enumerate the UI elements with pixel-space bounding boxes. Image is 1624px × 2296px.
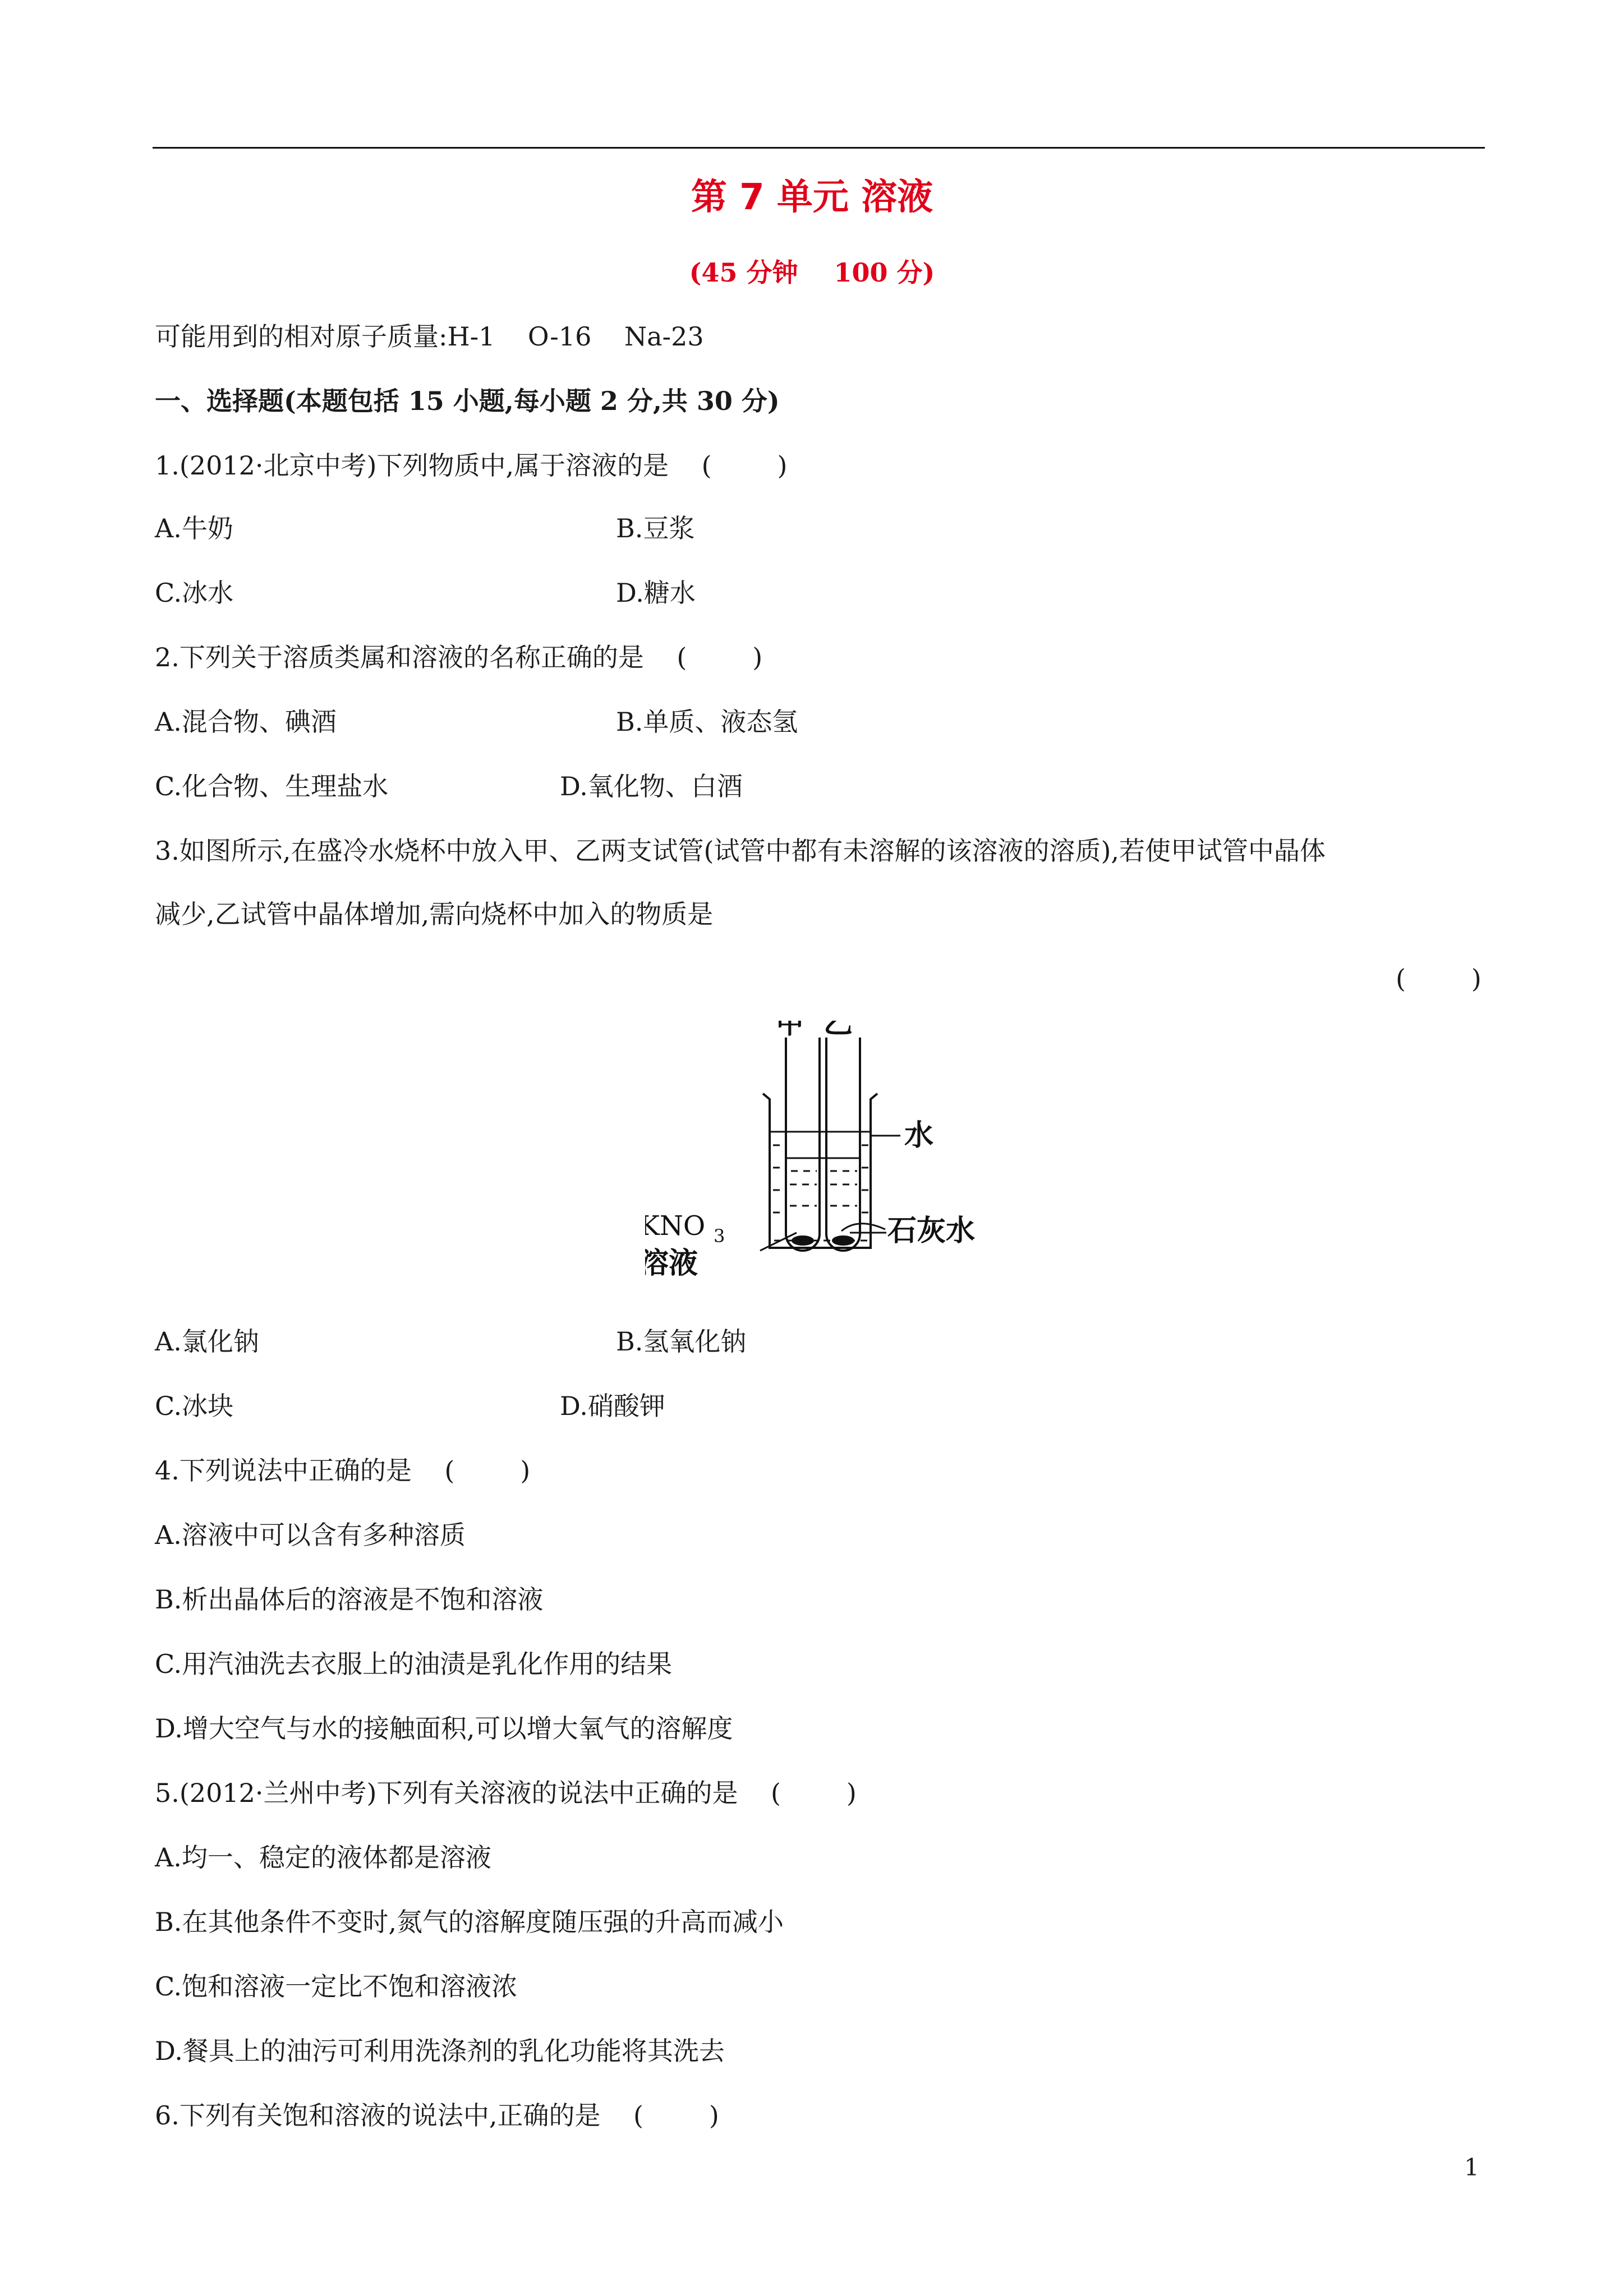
page-number: 1 — [1464, 2154, 1479, 2181]
question-3-option-b: B.氢氧化钠 — [616, 1326, 747, 1357]
question-1-option-b: B.豆浆 — [616, 513, 695, 543]
question-4-stem: 4.下列说法中正确的是 ( ) — [155, 1455, 531, 1486]
header-rule — [153, 147, 1485, 149]
beaker-diagram — [760, 1038, 900, 1251]
test-tube-yi — [826, 1038, 860, 1251]
question-4-option-a: A.溶液中可以含有多种溶质 — [155, 1520, 466, 1550]
question-4-option-c: C.用汽油洗去衣服上的油渍是乳化作用的结果 — [155, 1649, 673, 1679]
label-kno3-subscript: 3 — [714, 1225, 725, 1247]
test-tube-jia — [786, 1038, 820, 1251]
question-3-option-a: A.氯化钠 — [155, 1326, 259, 1357]
question-2-option-d: D.氧化物、白酒 — [560, 771, 743, 801]
question-2-option-b: B.单质、液态氢 — [616, 707, 798, 737]
question-5-option-d: D.餐具上的油污可利用洗涤剂的乳化功能将其洗去 — [155, 2036, 725, 2066]
question-5-stem: 5.(2012·兰州中考)下列有关溶液的说法中正确的是 ( ) — [155, 1778, 857, 1808]
page-subtitle: (45 分钟 100 分) — [689, 257, 935, 288]
question-6-stem: 6.下列有关饱和溶液的说法中,正确的是 ( ) — [155, 2100, 719, 2131]
question-4-option-b: B.析出晶体后的溶液是不饱和溶液 — [155, 1584, 544, 1615]
question-5-option-c: C.饱和溶液一定比不饱和溶液浓 — [155, 1971, 518, 2002]
question-3-answer-bracket: ( ) — [1396, 963, 1482, 994]
question-1-option-d: D.糖水 — [616, 578, 696, 608]
label-yi: 乙 — [823, 1021, 853, 1040]
beaker-test-tube-figure — [645, 1021, 1038, 1301]
crystal-yi — [832, 1235, 854, 1246]
question-2-stem: 2.下列关于溶质类属和溶液的名称正确的是 ( ) — [155, 642, 763, 672]
question-5-option-b: B.在其他条件不变时,氮气的溶解度随压强的升高而减小 — [155, 1907, 784, 1937]
question-1-option-c: C.冰水 — [155, 578, 234, 608]
question-5-option-a: A.均一、稳定的液体都是溶液 — [155, 1842, 491, 1873]
section-heading: 一、选择题(本题包括 15 小题,每小题 2 分,共 30 分) — [155, 386, 780, 416]
label-water: 水 — [904, 1119, 934, 1152]
label-solution: 溶液 — [645, 1247, 698, 1280]
page-title: 第 7 单元 溶液 — [691, 177, 933, 218]
question-3-option-c: C.冰块 — [155, 1391, 234, 1421]
crystal-jia — [792, 1235, 814, 1246]
label-jia: 甲 — [775, 1021, 805, 1040]
question-3-stem-line-2: 减少,乙试管中晶体增加,需向烧杯中加入的物质是 — [155, 899, 714, 929]
question-4-option-d: D.增大空气与水的接触面积,可以增大氧气的溶解度 — [155, 1713, 733, 1744]
question-2-option-a: A.混合物、碘酒 — [155, 707, 337, 737]
label-limewater: 石灰水 — [887, 1214, 976, 1248]
question-1-option-a: A.牛奶 — [155, 513, 233, 543]
question-3-stem-line-1: 3.如图所示,在盛冷水烧杯中放入甲、乙两支试管(试管中都有未溶解的该溶液的溶质),若使甲试管中晶体 — [155, 836, 1326, 866]
question-3-option-d: D.硝酸钾 — [560, 1391, 665, 1421]
question-1-stem: 1.(2012·北京中考)下列物质中,属于溶液的是 ( ) — [155, 450, 788, 481]
label-kno3: KNO — [645, 1210, 706, 1242]
question-2-option-c: C.化合物、生理盐水 — [155, 771, 389, 801]
atomic-mass-note: 可能用到的相对原子质量:H-1 O-16 Na-23 — [155, 321, 704, 352]
